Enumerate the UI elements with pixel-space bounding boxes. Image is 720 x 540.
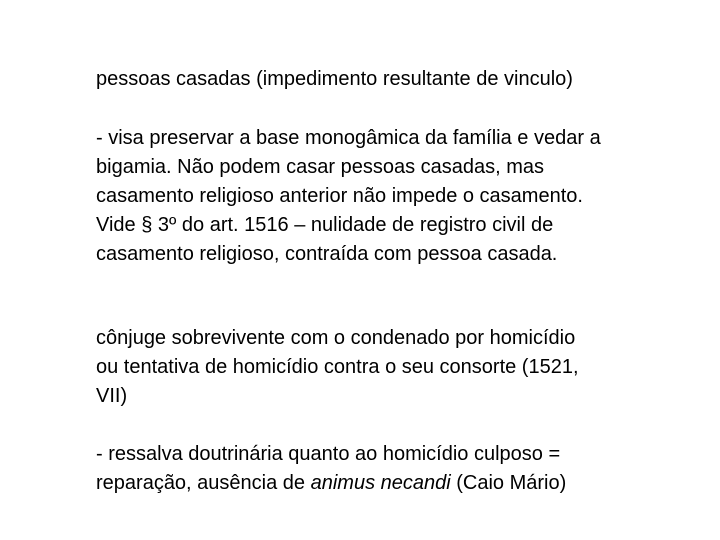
heading-line: pessoas casadas (impedimento resultante de vinculo) — [96, 68, 573, 90]
note-line: - visa preservar a base monogâmica da família e vedar a — [96, 127, 601, 149]
note-line: bigamia. Não podem casar pessoas casadas, mas — [96, 156, 545, 178]
note-line: casamento religioso anterior não impede o casamento. — [96, 185, 583, 207]
note-bigamia — [96, 124, 676, 269]
heading-line: VII) — [96, 385, 128, 407]
latin-term: animus necandi — [310, 472, 451, 494]
heading-line: ou tentativa de homicídio contra o seu consorte (1521, — [96, 356, 579, 378]
heading-conjuge-sobrevivente — [96, 324, 676, 411]
note-line: - ressalva doutrinária quanto ao homicídio culposo = — [96, 443, 561, 465]
note-line-mixed — [96, 469, 676, 498]
note-line: casamento religioso, contraída com pessoa casada. — [96, 243, 558, 265]
note-text: (Caio Mário) — [450, 472, 567, 494]
note-text: reparação, ausência de — [96, 472, 311, 494]
heading-line: cônjuge sobrevivente com o condenado por homicídio — [96, 327, 576, 349]
note-line: Vide § 3º do art. 1516 – nulidade de registro civil de — [96, 214, 554, 236]
heading-pessoas-casadas — [96, 65, 676, 94]
note-homicidio-culposo — [96, 440, 676, 498]
